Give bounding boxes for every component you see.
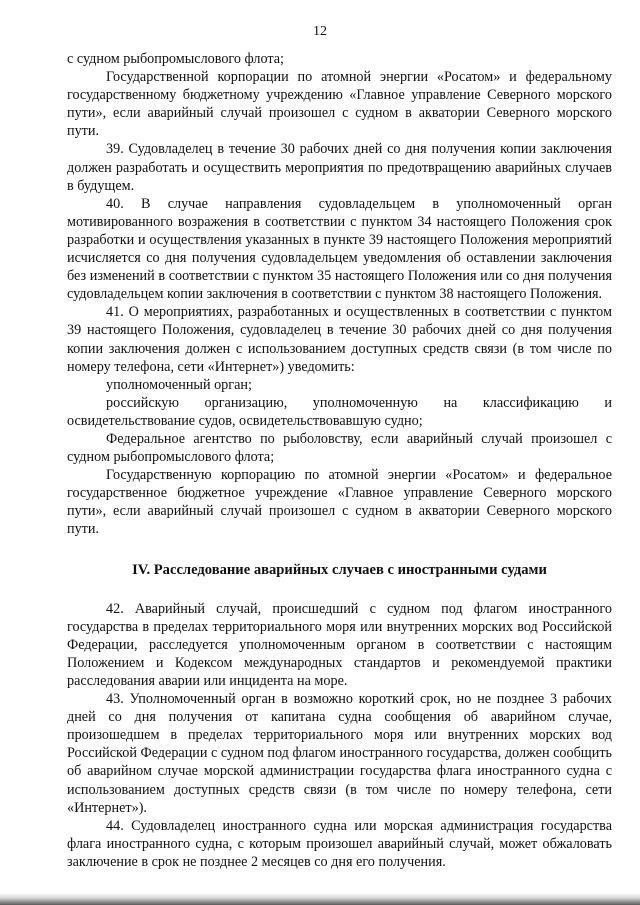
paragraph: Государственной корпорации по атомной энергии «Росатом» и федеральному государственному бюджетному учреждению «Главное управление Северного морского пути», если аварийный случай произошел с судном в акватории Северного морского пути. (67, 69, 612, 140)
paragraph: 41. О мероприятиях, разработанных и осуществленных в соответствии с пунктом 39 настоящего Положения, судовладелец в течение 30 рабочих дней со дня получения копии заключения должен с использованием доступных средств связи (в том числе по номеру телефона, сети «Интернет») уведомить: (67, 304, 612, 375)
paragraph: Государственную корпорацию по атомной энергии «Росатом» и федеральное государственное бюджетное учреждение «Главное управление Северного морского пути», если аварийный случай произошел с судном в акватории Северного морского пути. (67, 467, 612, 538)
paragraph-group-bottom (67, 600, 612, 871)
scan-edge-shadow (0, 893, 640, 905)
paragraph: уполномоченный орган; (106, 376, 252, 393)
paragraph: 40. В случае направления судовладельцем в уполномоченный орган мотивированного возражения в соответствии с пунктом 34 настоящего Положения срок разработки и осуществления указанных в пункте 39 настоящего Положения мероприятий исчисляется со дня получения судовладельцем уведомления об оставлении заключения без изменений в соответствии с пунктом 35 настоящего Положения или со дня получения судовладельцем копии заключения в соответствии с пунктом 38 настоящего Положения. (67, 195, 612, 303)
paragraph: 43. Уполномоченный орган в возможно короткий срок, но не позднее 3 рабочих дней со дня получения от капитана судна сообщения об аварийном случае, произошедшем в пределах территориального моря или внутренних морских вод Российской Федерации с судном под флагом иностранного государства, должен сообщить об аварийном случае морской администрации государства флага иностранного судна с использованием доступных средств связи (в том числе по номеру телефона, сети «Интернет»). (67, 691, 612, 816)
paragraph: с судном рыбопромыслового флота; (67, 51, 284, 67)
document-body (67, 50, 612, 871)
page-number: 12 (313, 24, 327, 39)
paragraph: Федеральное агентство по рыболовству, если аварийный случай произошел с судном рыбопромыслового флота; (67, 430, 612, 466)
paragraph: 44. Судовладелец иностранного судна или морская администрация государства флага иностранного судна, с которым произошел аварийный случай, может обжаловать заключение в срок не позднее 2 месяцев со дня его получения. (67, 817, 612, 870)
section-heading: IV. Расследование аварийных случаев с иностранными судами (132, 561, 547, 578)
paragraph: российскую организацию, уполномоченную на классификацию и освидетельствование судов, освидетельствовавшую судно; (67, 394, 612, 429)
paragraph: 39. Судовладелец в течение 30 рабочих дней со дня получения копии заключения должен разработать и осуществить мероприятия по предотвращению аварийных случаев в будущем. (67, 141, 612, 194)
paragraph-group-top (67, 50, 612, 539)
paragraph: 42. Аварийный случай, происшедший с судном под флагом иностранного государства в пределах территориального моря или внутренних морских вод Российской Федерации, расследуется уполномоченным органом в соответствии с настоящим Положением и Кодексом международных стандартов и рекомендуемой практики расследования аварии или инцидента на море. (67, 600, 612, 689)
